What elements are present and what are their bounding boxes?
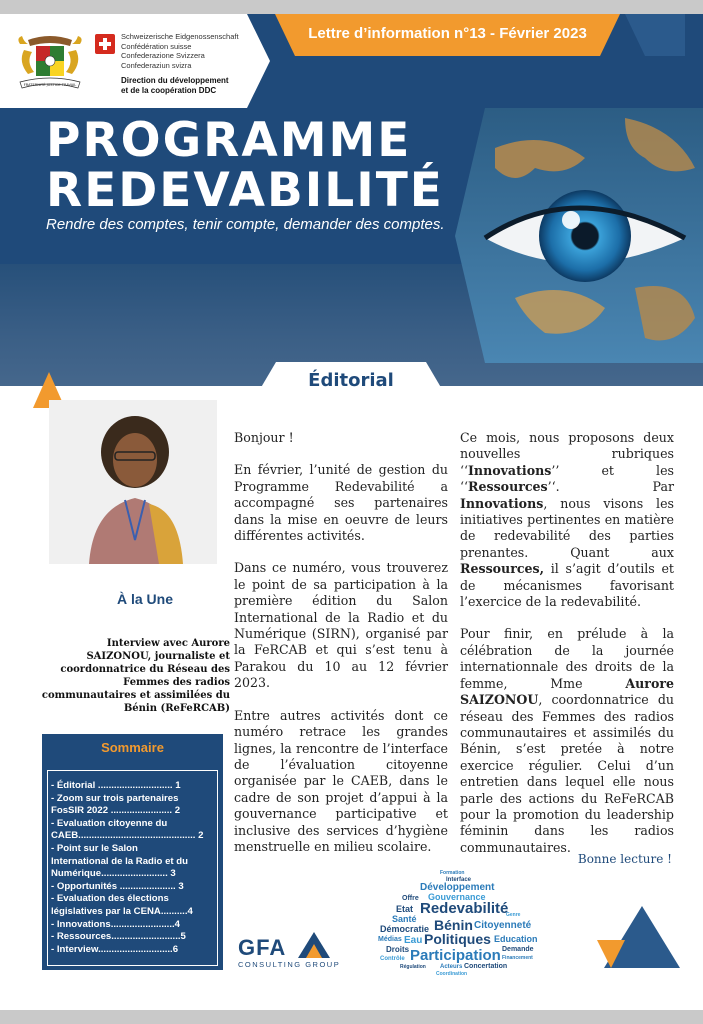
text-run: ’’ et les ‘‘ bbox=[460, 462, 674, 495]
coat-motto: FRATERNITÉ JUSTICE TRAVAIL bbox=[23, 83, 77, 87]
bold-text: Innovations bbox=[460, 495, 544, 511]
paragraph bbox=[460, 626, 674, 856]
cloud-word: Démocratie bbox=[380, 924, 430, 934]
cloud-word: Formation bbox=[440, 870, 465, 876]
cloud-word: Médias bbox=[378, 936, 402, 943]
benin-coat-of-arms-icon bbox=[14, 34, 86, 96]
gfa-logo-triangle-icon bbox=[294, 930, 334, 960]
cloud-word: Politiques bbox=[424, 931, 491, 947]
cloud-word: Bénin bbox=[434, 917, 473, 933]
top-border bbox=[0, 0, 703, 14]
text-run: , nous visons les initiatives pertinentes en matière de redevabilité des parties prenantes. Quant aux bbox=[460, 495, 674, 560]
text-run: il s’agit d’outils et de mécanismes favorisant l’exercice de la redevabilité. bbox=[460, 561, 674, 610]
sommaire-item[interactable]: International de la Radio et du bbox=[51, 855, 188, 867]
sommaire-item[interactable]: - Zoom sur trois partenaires bbox=[51, 792, 179, 804]
cloud-word: Education bbox=[494, 934, 538, 944]
sommaire-item[interactable]: - Interview............................6 bbox=[51, 943, 179, 955]
cloud-word: Concertation bbox=[464, 963, 508, 970]
cloud-word: Financement bbox=[502, 955, 533, 961]
interviewee-photo bbox=[49, 400, 217, 564]
cloud-word: Citoyenneté bbox=[474, 920, 532, 931]
cloud-word: Participation bbox=[410, 947, 501, 964]
interview-caption: Interview avec Aurore SAIZONOU, journaliste et coordonnatrice du Réseau des Femmes des radios communautaires et assimilées du Bénin (ReFeRCAB) bbox=[41, 638, 230, 714]
cloud-word: Droits bbox=[386, 945, 410, 954]
sommaire-item[interactable]: CAEB............................................ 2 bbox=[51, 830, 204, 842]
ddc-label bbox=[121, 76, 229, 96]
cloud-word: Contrôle bbox=[380, 956, 405, 962]
sommaire-item[interactable]: - Opportunités ..................... 3 bbox=[51, 880, 184, 892]
sommaire-item[interactable]: - Evaluation citoyenne du bbox=[51, 817, 168, 829]
earth-eye-image bbox=[455, 108, 703, 363]
ddc-line: et de la coopération DDC bbox=[121, 86, 217, 95]
cloud-word: Offre bbox=[402, 895, 419, 902]
cloud-word: Acteurs bbox=[440, 964, 463, 970]
bottom-border bbox=[0, 1010, 703, 1024]
sommaire-item[interactable]: FosSIR 2022 ....................... 2 bbox=[51, 805, 181, 817]
sommaire-item[interactable]: - Éditorial ............................ 1 bbox=[51, 780, 181, 791]
paragraph: En février, l’unité de gestion du Programme Redevabilité a accompagné ses partenaires dans la mise en oeuvre de leurs différentes activités. bbox=[234, 462, 448, 544]
gfa-logo-subtext: CONSULTING GROUP bbox=[238, 960, 341, 969]
editorial-column-1 bbox=[234, 430, 448, 871]
paragraph: Dans ce numéro, vous trouverez le point de sa participation à la première édition du Salon International de la Radio et du Numérique (SIRN), organisé par la FeRCAB et qui s’est tenu à Parakou du 10 au 12 février 2023. bbox=[234, 560, 448, 691]
cloud-word: Genre bbox=[506, 912, 521, 918]
issue-label: Lettre d’information n°13 - Février 2023 bbox=[308, 25, 587, 42]
program-title-line2: REDEVABILITÉ bbox=[46, 163, 444, 218]
bold-text: Ressources bbox=[468, 479, 548, 495]
swiss-line: Confédération suisse bbox=[121, 41, 192, 51]
bold-text: Innovations bbox=[468, 462, 552, 478]
swiss-confederation-names bbox=[121, 32, 239, 70]
ddc-line: Direction du développement bbox=[121, 76, 229, 85]
swiss-line: Schweizerische Eidgenossenschaft bbox=[121, 32, 239, 41]
swiss-line: Confederazione Svizzera bbox=[121, 51, 205, 60]
sommaire-item[interactable]: - Point sur le Salon bbox=[51, 842, 138, 854]
word-cloud bbox=[378, 868, 546, 976]
text-run: Pour finir, en prélude à la célébration de la journée internationnale des droits de la femme, Mme bbox=[460, 626, 674, 691]
cloud-word: Etat bbox=[396, 904, 414, 914]
cloud-word: Coordination bbox=[436, 971, 468, 976]
sommaire-item[interactable]: Numérique......................... 3 bbox=[51, 868, 176, 880]
paragraph: Entre autres activités dont ce numéro retrace les grandes lignes, la rencontre de l’interface de l’évaluation citoyenne organisée par le CAEB, dans le cadre de son projet d’appui à la gouvernance participative et inclusive des services d’hygiène menstruelle en milieu scolaire. bbox=[234, 707, 448, 854]
text-run: , coordonnatrice du réseau des Femmes des radios communautaires et assimilés du Bénin, s’est pretée à notre exercice régulier. Celui d’un entretien dans lequel elle nous parle des actions du ReFeRCAB pour la promotion du leadership féminin dans les radios communautaires. bbox=[460, 692, 674, 855]
gfa-logo-text: GFA bbox=[238, 935, 287, 960]
bold-text: Aurore SAIZONOU bbox=[460, 675, 674, 708]
cloud-word: Eau bbox=[404, 935, 423, 946]
cloud-word: Demande bbox=[502, 946, 534, 953]
closing-line: Bonne lecture ! bbox=[577, 852, 672, 866]
swiss-line: Confederaziun svizra bbox=[121, 60, 192, 70]
sommaire-title: Sommaire bbox=[101, 740, 164, 755]
cloud-word: Interface bbox=[446, 877, 472, 883]
sommaire-item[interactable]: - Innovations........................4 bbox=[51, 918, 181, 930]
program-title-line1: PROGRAMME bbox=[46, 113, 412, 168]
sommaire-item[interactable]: législatives par la CENA..........4 bbox=[51, 905, 193, 917]
swiss-flag-icon bbox=[95, 34, 115, 54]
sommaire-list bbox=[51, 780, 214, 956]
cloud-word: Redevabilité bbox=[420, 900, 509, 917]
greeting: Bonjour ! bbox=[234, 430, 294, 445]
cloud-word: Régulation bbox=[400, 964, 426, 970]
text-run: ’‘. Par bbox=[547, 479, 674, 495]
program-title bbox=[46, 113, 444, 218]
program-subtitle: Rendre des comptes, tenir compte, demander des comptes. bbox=[46, 216, 445, 233]
cloud-word: Santé bbox=[392, 914, 417, 924]
sommaire-item[interactable]: - Evaluation des élections bbox=[51, 893, 169, 905]
cloud-word: Gouvernance bbox=[428, 892, 486, 902]
editorial-column-2 bbox=[460, 430, 674, 872]
text-run: Ce mois, nous proposons deux nouvelles rubriques ‘‘ bbox=[460, 430, 674, 478]
a-la-une-heading: À la Une bbox=[116, 591, 173, 607]
cloud-word: Développement bbox=[420, 882, 495, 893]
sommaire-item[interactable]: - Ressources..........................5 bbox=[51, 931, 186, 943]
orange-inverted-triangle-icon bbox=[597, 940, 625, 968]
paragraph bbox=[460, 430, 674, 610]
bold-text: Ressources, bbox=[460, 561, 545, 577]
section-title: Éditorial bbox=[308, 370, 394, 391]
